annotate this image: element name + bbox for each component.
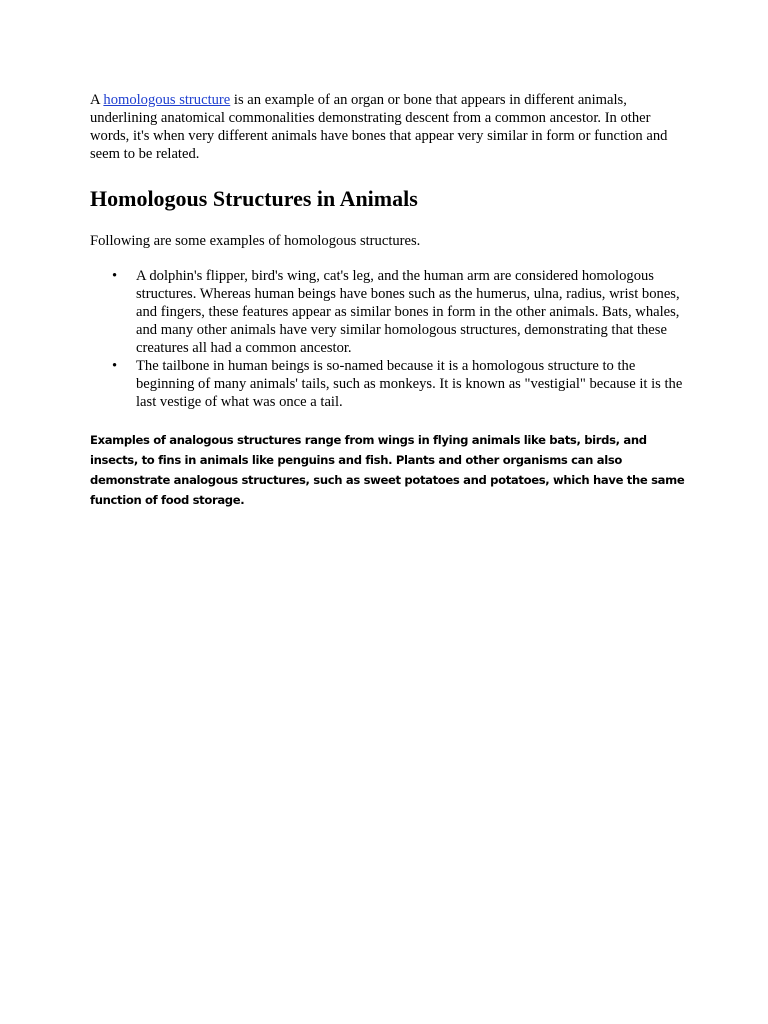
intro-paragraph xyxy=(90,91,690,163)
bullet-icon: • xyxy=(112,268,118,284)
section-heading: Homologous Structures in Animals xyxy=(90,186,418,211)
document-page xyxy=(90,91,690,510)
list-item-text: A dolphin's flipper, bird's wing, cat's leg, and the human arm are considered homologous structures. Whereas human beings have bones such as the humerus, ulna, radius, wrist bones, and fingers, these features appear as similar bones in form in the other animals. Bats, whales, and many other animals have very similar homologous structures, demonstrating that these creatures all had a common ancestor. xyxy=(136,268,680,356)
list-item xyxy=(90,357,690,411)
examples-list xyxy=(90,267,690,411)
intro-text: is an example of an organ or bone that appears in different animals, underlining anatomical commonalities demonstrating descent from a common ancestor. In other words, it's when very different animals have bones that appear very similar in form or function and seem to be related. xyxy=(90,92,668,162)
intro-prefix: A xyxy=(90,92,104,108)
lead-paragraph: Following are some examples of homologous structures. xyxy=(90,233,421,249)
analogous-text: range from wings in flying animals like bats, birds, and insects, to fins in animals like penguins and fish. Plants and other organisms can also demonstrate analogous structures, such as sweet potatoes and potatoes, which have the same function of food storage. xyxy=(90,433,685,507)
list-item xyxy=(90,267,690,357)
list-item-text: The tailbone in human beings is so-named because it is a homologous structure to the beginning of many animals' tails, such as monkeys. It is known as "vestigial" because it is the last vestige of what was once a tail. xyxy=(136,358,683,410)
analogous-paragraph xyxy=(90,430,690,510)
homologous-structure-link[interactable]: homologous structure xyxy=(103,92,231,108)
bullet-icon: • xyxy=(112,358,118,374)
analogous-strong-text: Examples of analogous structures xyxy=(90,433,302,447)
